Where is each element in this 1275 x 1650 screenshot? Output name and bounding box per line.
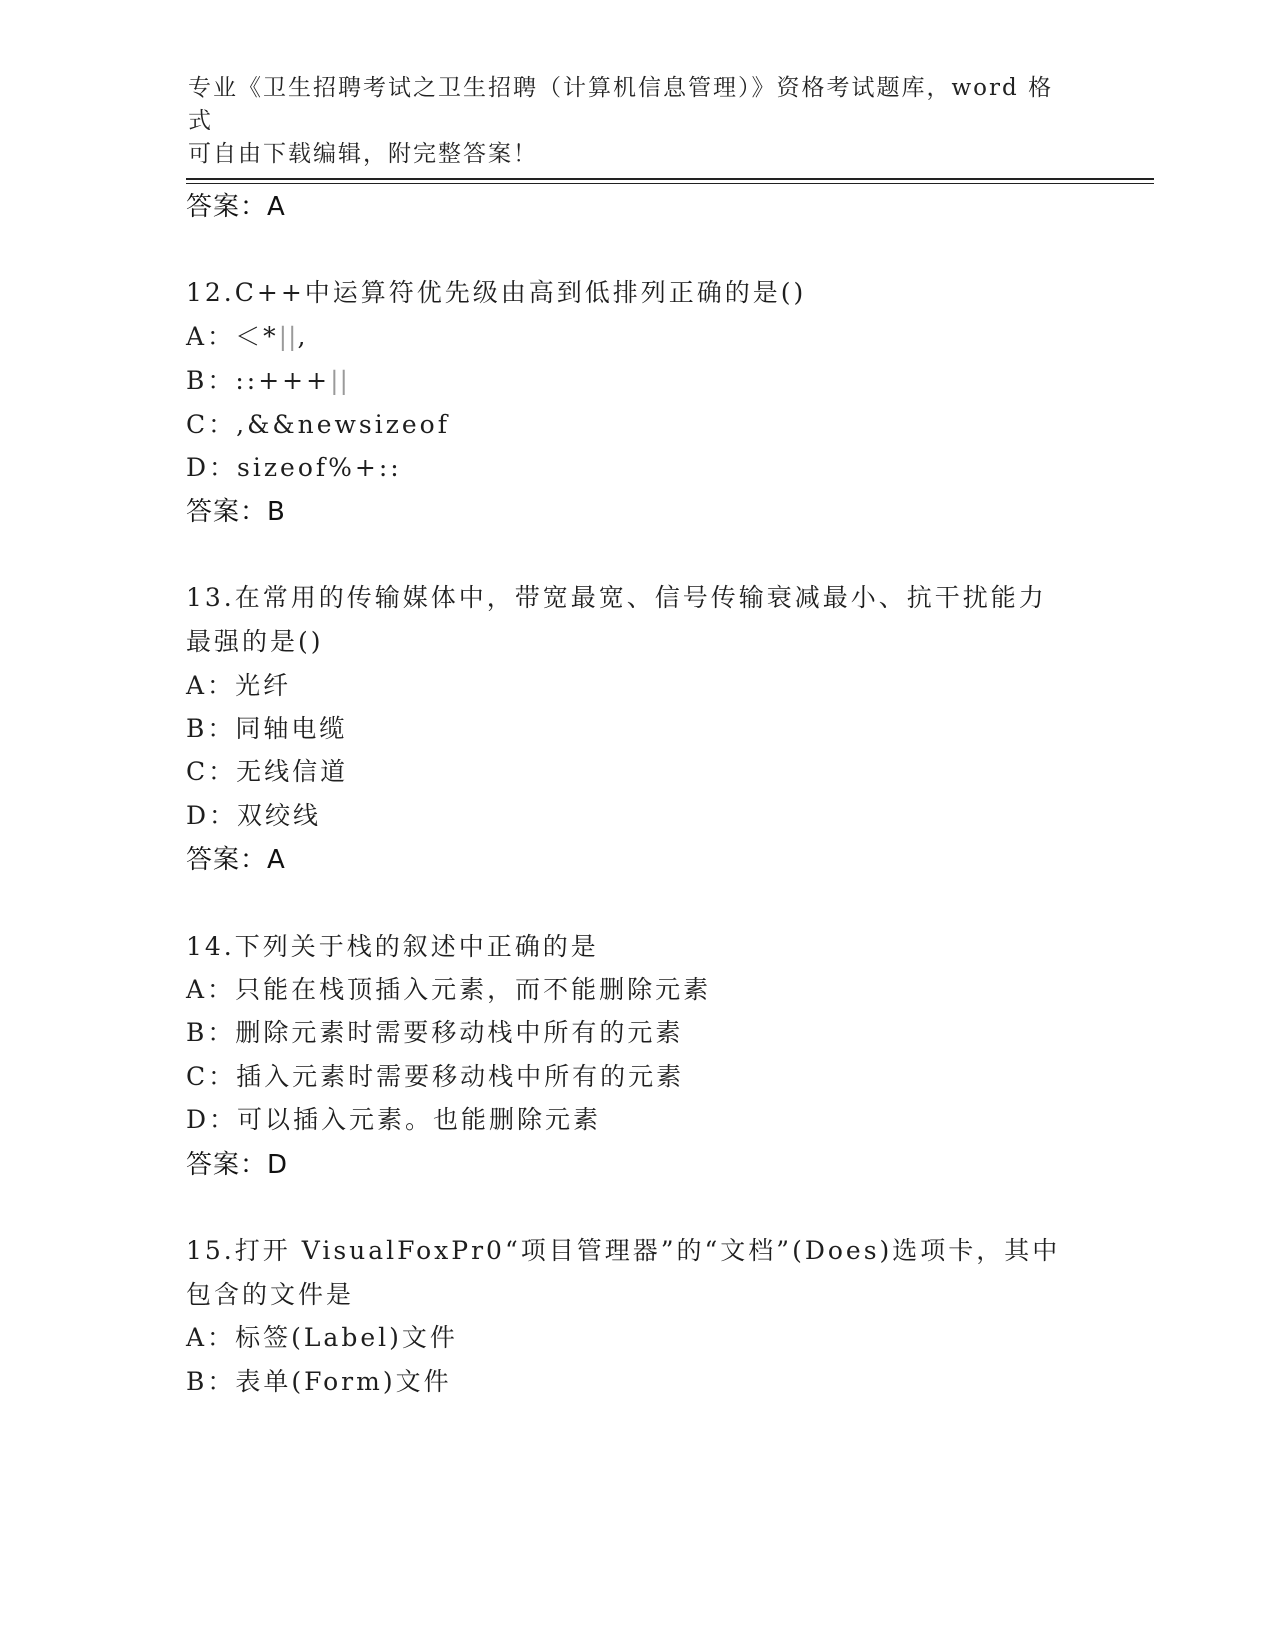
- option-suffix: ,: [297, 322, 309, 351]
- question-12-option-a: [186, 317, 308, 353]
- question-14-option-d: [186, 1100, 601, 1136]
- question-14-option-b: [186, 1013, 683, 1049]
- question-15-stem-line-1: 15.打开 VisualFoxPr0“项目管理器”的“文档”(Does)选项卡，其中: [186, 1236, 1061, 1265]
- option-prefix: A：: [186, 1323, 236, 1352]
- header-line-1: 专业《卫生招聘考试之卫生招聘（计算机信息管理）》资格考试题库，word 格式: [188, 75, 1054, 134]
- option-prefix: B：: [186, 366, 236, 395]
- option-prefix: B：: [186, 1018, 236, 1047]
- question-12-stem: 12.C++中运算符优先级由高到低排列正确的是(): [186, 278, 807, 307]
- option-prefix: D：: [186, 453, 238, 482]
- document-header: [188, 72, 1068, 171]
- answer-q11: 答案：A: [186, 192, 286, 222]
- option-text: 光纤: [235, 671, 292, 700]
- option-text: 只能在栈顶插入元素，而不能删除元素: [235, 975, 712, 1004]
- option-prefix: C：: [186, 1062, 237, 1091]
- option-prefix: B：: [186, 714, 236, 743]
- answer-q14: 答案：D: [186, 1150, 289, 1180]
- option-text: 标签(Label)文件: [235, 1323, 458, 1352]
- question-15-option-b: [186, 1362, 452, 1398]
- question-14-option-a: [186, 970, 711, 1006]
- question-15-option-a: [186, 1318, 458, 1354]
- question-12-option-d: [186, 448, 402, 484]
- option-prefix: D：: [186, 1105, 238, 1134]
- question-13-option-b: [186, 709, 347, 745]
- header-rule-thin: [186, 183, 1154, 184]
- question-13-stem-line-2: 最强的是(): [186, 627, 324, 656]
- option-text: 可以插入元素。也能删除元素: [237, 1105, 602, 1134]
- question-13-option-a: [186, 666, 291, 702]
- double-pipe-glyph: ||: [330, 366, 349, 395]
- question-14-stem: 14.下列关于栈的叙述中正确的是: [186, 932, 599, 961]
- question-14-option-c: [186, 1057, 684, 1093]
- option-text: sizeof%+::: [237, 453, 402, 482]
- option-text: ,&&newsizeof: [236, 410, 450, 439]
- option-text: ＜*: [235, 322, 279, 351]
- header-rule-thick: [186, 178, 1154, 180]
- option-text: 无线信道: [236, 757, 349, 786]
- question-13-option-c: [186, 752, 348, 788]
- question-15-stem-line-2: 包含的文件是: [186, 1280, 355, 1309]
- option-text: ::+++: [235, 366, 331, 395]
- option-prefix: C：: [186, 410, 237, 439]
- double-pipe-glyph: ||: [278, 322, 298, 351]
- answer-q13: 答案：A: [186, 845, 286, 875]
- question-12-option-b: [186, 361, 349, 397]
- option-prefix: A：: [186, 975, 236, 1004]
- option-text: 删除元素时需要移动栈中所有的元素: [235, 1018, 684, 1047]
- option-prefix: C：: [186, 757, 237, 786]
- option-text: 同轴电缆: [235, 714, 348, 743]
- option-text: 双绞线: [237, 801, 322, 830]
- option-text: 表单(Form)文件: [235, 1367, 452, 1396]
- question-13-stem-line-1: 13.在常用的传输媒体中，带宽最宽、信号传输衰减最小、抗干扰能力: [186, 583, 1047, 612]
- answer-q12: 答案：B: [186, 497, 286, 527]
- option-prefix: B：: [186, 1367, 236, 1396]
- question-12-option-c: [186, 405, 450, 441]
- option-prefix: A：: [186, 322, 236, 351]
- option-prefix: A：: [186, 671, 236, 700]
- option-prefix: D：: [186, 801, 238, 830]
- question-13-option-d: [186, 796, 321, 832]
- option-text: 插入元素时需要移动栈中所有的元素: [236, 1062, 685, 1091]
- header-line-2: 可自由下载编辑，附完整答案！: [188, 141, 538, 167]
